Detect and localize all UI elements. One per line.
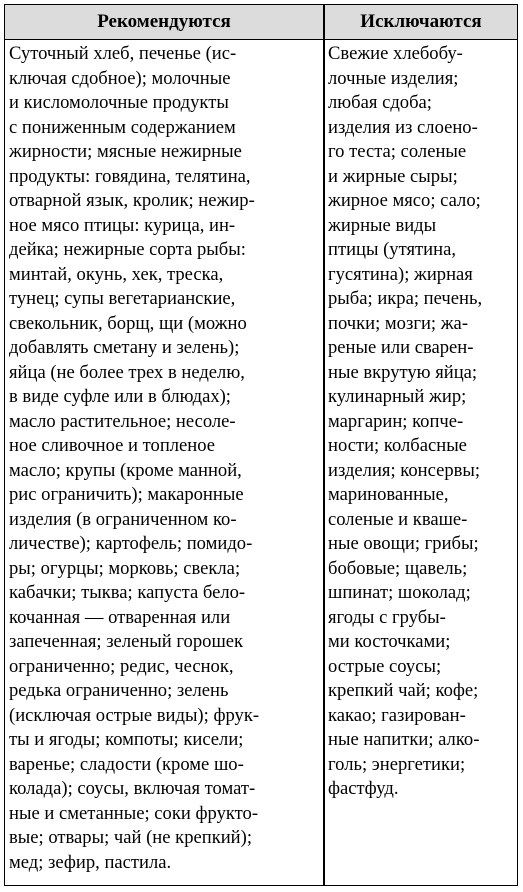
- excluded-text-line: ягоды с грубы-: [328, 606, 446, 628]
- recommended-text-line: дейка; нежирные сорта рыбы:: [9, 239, 246, 260]
- recommended-text-line: ное сливочное и топленое: [9, 435, 216, 456]
- excluded-text-line: реные или сварен-: [328, 337, 474, 358]
- recommended-text-line: кабачки; тыква; капуста бело-: [9, 582, 246, 603]
- recommended-text-line: (исключая острые виды); фрук-: [9, 704, 260, 726]
- recommended-text-line: ные и сметанные; соки фрукто-: [9, 802, 259, 824]
- excluded-text-line: изделия; консервы;: [328, 459, 481, 481]
- header-excluded: Исключаются: [360, 11, 482, 32]
- recommended-text-line: кочанная — отваренная или: [9, 606, 231, 628]
- recommended-column: [9, 42, 321, 875]
- recommended-text-line: варенье; сладости (кроме шо-: [9, 753, 244, 775]
- excluded-text-line: лочные изделия;: [328, 67, 459, 89]
- excluded-text-line: кулинарный жир;: [328, 386, 467, 407]
- recommended-text-line: свекольник, борщ, щи (можно: [9, 312, 247, 334]
- recommended-text-line: жирности; мясные нежирные: [9, 141, 242, 162]
- excluded-text-line: ные овощи; грибы;: [328, 533, 479, 554]
- recommended-text-line: изделия (в ограниченном ко-: [9, 508, 237, 530]
- recommended-text-line: мед; зефир, пастила.: [9, 851, 172, 873]
- recommended-text-line: и кисломолочные продукты: [9, 92, 229, 113]
- excluded-text-line: шпинат; шоколад;: [328, 582, 471, 603]
- excluded-text-line: птицы (утятина,: [328, 239, 456, 260]
- excluded-text-line: маринованные,: [328, 484, 449, 505]
- recommended-text-line: в виде суфле или в блюдах);: [9, 386, 231, 407]
- recommended-text-line: масло растительное; несоле-: [9, 410, 236, 432]
- recommended-text-line: Суточный хлеб, печенье (ис-: [9, 43, 237, 64]
- recommended-text-line: рис ограничить); макаронные: [9, 484, 244, 505]
- recommended-text-line: минтай, окунь, хек, треска,: [9, 263, 224, 285]
- recommended-text-line: колада); соусы, включая томат-: [9, 778, 256, 799]
- recommended-text-line: яйца (не более трех в неделю,: [9, 361, 245, 383]
- excluded-text-line: голь; энергетики;: [328, 753, 466, 775]
- excluded-text-line: любая сдоба;: [328, 92, 432, 113]
- excluded-text-line: го теста; соленые: [328, 141, 467, 162]
- diet-table: [4, 4, 518, 886]
- excluded-text-line: ности; колбасные: [328, 435, 467, 456]
- header-recommended: Рекомендуются: [97, 11, 231, 32]
- recommended-text-line: ры; огурцы; морковь; свекла;: [9, 557, 241, 579]
- excluded-text-line: и жирные сыры;: [328, 165, 458, 187]
- excluded-text-line: почки; мозги; жа-: [328, 312, 469, 334]
- recommended-text-line: масло; крупы (кроме манной,: [9, 459, 242, 481]
- recommended-text-line: ное мясо птицы: курица, ин-: [9, 214, 236, 236]
- recommended-text-line: продукты: говядина, телятина,: [9, 165, 251, 187]
- excluded-text-line: гусятина); жирная: [328, 263, 473, 285]
- recommended-text-line: личестве); картофель; помидо-: [9, 533, 253, 554]
- excluded-text-line: жирные виды: [328, 214, 437, 236]
- excluded-column: [328, 42, 516, 802]
- recommended-text-line: с пониженным содержанием: [9, 116, 236, 138]
- excluded-text-line: рыба; икра; печень,: [328, 288, 483, 309]
- recommended-text-line: отварной язык, кролик; нежир-: [9, 190, 255, 211]
- excluded-text-line: острые соусы;: [328, 655, 442, 677]
- recommended-text-line: вые; отвары; чай (не крепкий);: [9, 827, 252, 848]
- excluded-text-line: фастфуд.: [328, 778, 399, 799]
- excluded-text-line: соленые и кваше-: [328, 508, 468, 530]
- excluded-text-line: Свежие хлебобу-: [328, 43, 463, 64]
- table-header: [5, 5, 517, 40]
- recommended-text-line: ты и ягоды; компоты; кисели;: [9, 729, 244, 750]
- excluded-text-line: ные вкрутую яйца;: [328, 361, 478, 383]
- column-divider: [323, 5, 325, 885]
- excluded-text-line: какао; газирован-: [328, 704, 466, 726]
- excluded-text-line: жирное мясо; сало;: [328, 190, 481, 211]
- recommended-text-line: тунец; супы вегетарианские,: [9, 288, 236, 309]
- excluded-text-line: ми косточками;: [328, 631, 451, 652]
- excluded-text-line: ные напитки; алко-: [328, 729, 480, 750]
- recommended-text-line: ключая сдобное); молочные: [9, 67, 231, 89]
- recommended-text-line: редька ограниченно; зелень: [9, 680, 229, 701]
- recommended-text-line: добавлять сметану и зелень);: [9, 337, 240, 358]
- recommended-text-line: ограниченно; редис, чеснок,: [9, 655, 234, 677]
- excluded-text-line: маргарин; копче-: [328, 410, 464, 432]
- recommended-text-line: запеченная; зеленый горошек: [9, 631, 244, 652]
- excluded-text-line: крепкий чай; кофе;: [328, 680, 479, 701]
- excluded-text-line: бобовые; щавель;: [328, 557, 468, 579]
- excluded-text-line: изделия из слоено-: [328, 116, 478, 138]
